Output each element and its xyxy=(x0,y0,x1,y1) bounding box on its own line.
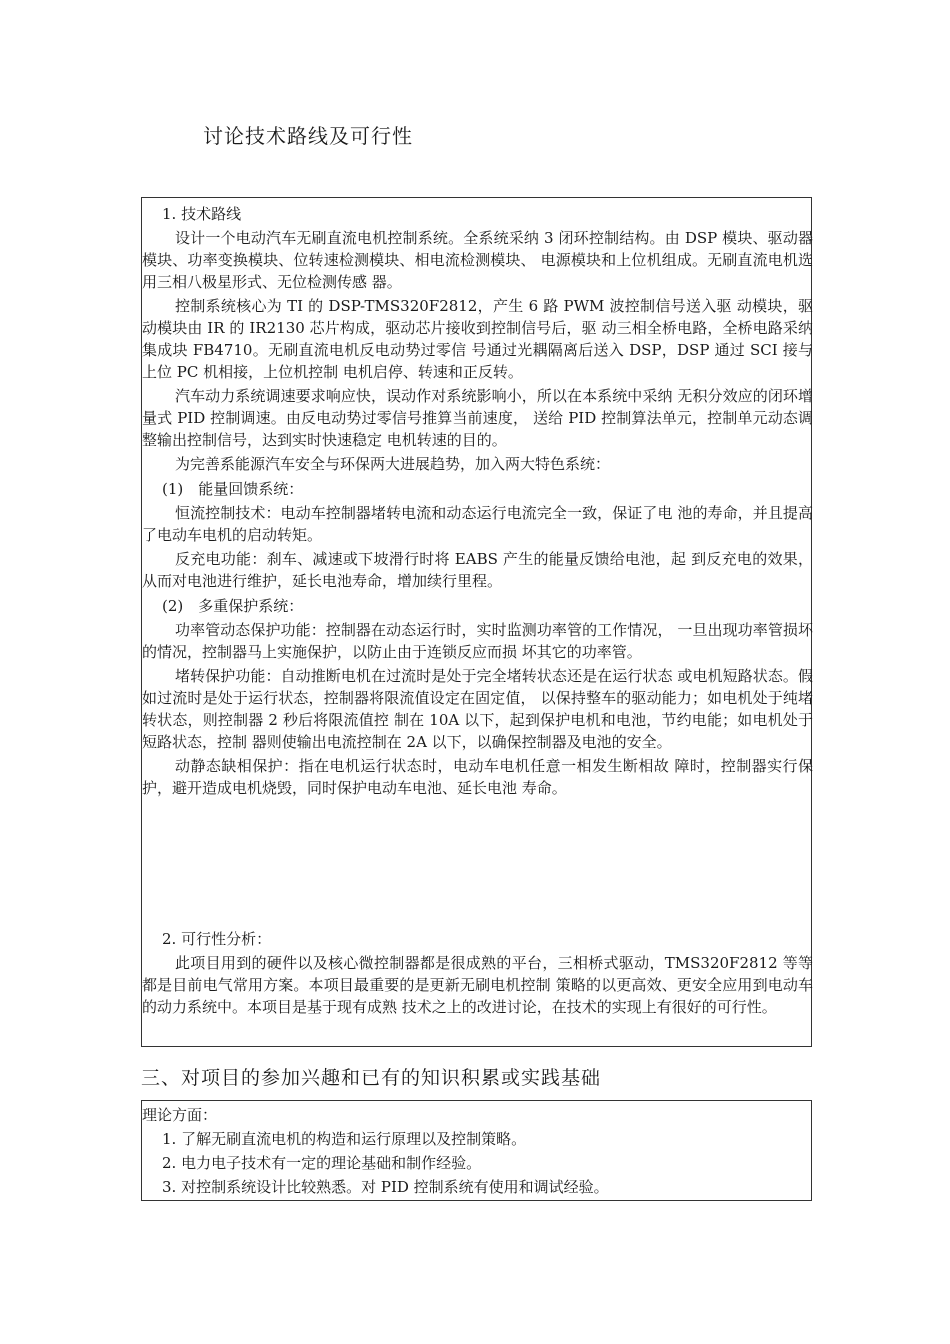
protection-heading: (2) 多重保护系统： xyxy=(162,597,304,615)
energy-feedback-paragraph: 恒流控制技术：电动车控制器堵转电流和动态运行电流完全一致，保证了电 池的寿命，并且提高了电动车电机的启动转矩。 xyxy=(142,504,813,544)
page-title: 讨论技术路线及可行性 xyxy=(203,124,413,148)
tech-route-heading: 1. 技术路线 xyxy=(162,205,242,223)
theory-lead: 理论方面： xyxy=(142,1106,218,1124)
protection-paragraph: 堵转保护功能：自动推断电机在过流时是处于完全堵转状态还是在运行状态 或电机短路状态。假如过流时是处于运行状态，控制器将限流值设定在固定值， 以保持整车的驱动能力；如电机处于纯堵转状态，则控制器 2 秒后将限流值控 制在 10A 以下，起到保护电机和电池，节约电能；如电机处于短路状态，控制 器则使输出电流控制在 2A 以下，以确保控制器及电池的安全。 xyxy=(142,667,813,751)
feasibility-section xyxy=(142,926,813,1018)
feasibility-heading: 2. 可行性分析： xyxy=(162,930,272,948)
protection-paragraph: 功率管动态保护功能：控制器在动态运行时，实时监测功率管的工作情况， 一旦出现功率管损坏的情况，控制器马上实施保护，以防止由于连锁反应而损 坏其它的功率管。 xyxy=(142,621,813,661)
list-item: 2. 电力电子技术有一定的理论基础和制作经验。 xyxy=(162,1154,482,1172)
energy-feedback-paragraph: 反充电功能：刹车、减速或下坡滑行时将 EABS 产生的能量反馈给电池，起 到反充电的效果，从而对电池进行维护，延长电池寿命，增加续行里程。 xyxy=(142,550,813,590)
tech-route-paragraph: 汽车动力系统调速要求响应快，误动作对系统影响小，所以在本系统中采纳 无积分效应的闭环增量式 PID 控制调速。由反电动势过零信号推算当前速度， 送给 PID 控制算法单元，控制单元动态调整输出控制信号，达到实时快速稳定 电机转速的目的。 xyxy=(142,387,813,449)
list-item: 1. 了解无刷直流电机的构造和运行原理以及控制策略。 xyxy=(162,1130,527,1148)
tech-route-paragraph: 为完善系能源汽车安全与环保两大进展趋势，加入两大特色系统： xyxy=(175,455,611,473)
tech-route-section xyxy=(142,201,813,799)
protection-paragraph: 动静态缺相保护：指在电机运行状态时，电动车电机任意一相发生断相故 障时，控制器实行保护，避开造成电机烧毁，同时保护电动车电池、延长电池 寿命。 xyxy=(142,757,813,797)
tech-route-paragraph: 控制系统核心为 TI 的 DSP-TMS320F2812，产生 6 路 PWM 波控制信号送入驱 动模块，驱动模块由 IR 的 IR2130 芯片构成，驱动芯片接收到控制信号后，驱 动三相全桥电路，全桥电路采纳集成块 FB4710。无刷直流电机反电动势过零信 号通过光耦隔离后送入 DSP，DSP 通过 SCI 接与上位 PC 机相接，上位机控制 电机启停、转速和正反转。 xyxy=(142,297,813,381)
list-item: 3. 对控制系统设计比较熟悉。对 PID 控制系统有使用和调试经验。 xyxy=(162,1178,609,1196)
energy-feedback-heading: (1) 能量回馈系统： xyxy=(162,480,304,498)
tech-route-box xyxy=(141,197,812,1047)
tech-route-paragraph: 设计一个电动汽车无刷直流电机控制系统。全系统采纳 3 闭环控制结构。由 DSP 模块、驱动器模块、功率变换模块、位转速检测模块、相电流检测模块、 电源模块和上位机组成。无刷直流电机选用三相八极星形式、无位检测传感 器。 xyxy=(142,229,813,291)
knowledge-box xyxy=(141,1100,812,1201)
section-3-heading: 三、对项目的参加兴趣和已有的知识积累或实践基础 xyxy=(141,1067,602,1089)
feasibility-paragraph: 此项目用到的硬件以及核心微控制器都是很成熟的平台，三相桥式驱动，TMS320F2812 等等都是目前电气常用方案。本项目最重要的是更新无刷电机控制 策略的以更高效、更安全应用到电动车的动力系统中。本项目是基于现有成熟 技术之上的改进讨论，在技术的实现上有很好的可行性。 xyxy=(142,954,813,1016)
